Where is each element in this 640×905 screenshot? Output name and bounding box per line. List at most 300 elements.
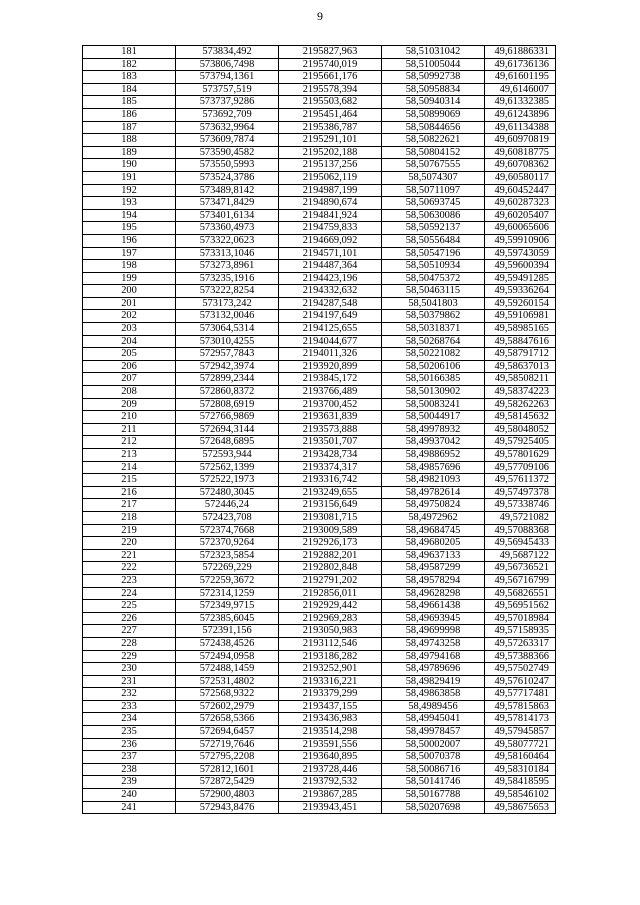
table-row [83,499,556,512]
longitude-cell: 49,58985165 [485,323,556,336]
x-coordinate-cell: 572900,4803 [176,789,279,802]
y-coordinate-cell: 2193867,285 [279,789,382,802]
latitude-cell: 58,50207698 [382,801,485,814]
table-row [83,713,556,726]
latitude-cell: 58,49684745 [382,524,485,537]
latitude-cell: 58,50083241 [382,398,485,411]
point-number-cell: 204 [83,335,176,348]
longitude-cell: 49,61134388 [485,121,556,134]
longitude-cell: 49,57611372 [485,474,556,487]
x-coordinate-cell: 572568,9322 [176,688,279,701]
table-row [83,108,556,121]
longitude-cell: 49,60818775 [485,146,556,159]
table-row [83,600,556,613]
latitude-cell: 58,50767555 [382,159,485,172]
y-coordinate-cell: 2193700,452 [279,398,382,411]
x-coordinate-cell: 573471,8429 [176,197,279,210]
x-coordinate-cell: 572385,6045 [176,612,279,625]
longitude-cell: 49,57158935 [485,625,556,638]
point-number-cell: 201 [83,297,176,310]
point-number-cell: 225 [83,600,176,613]
table-row [83,726,556,739]
longitude-cell: 49,61243896 [485,108,556,121]
latitude-cell: 58,49978932 [382,423,485,436]
table-row [83,537,556,550]
point-number-cell: 238 [83,763,176,776]
latitude-cell: 58,50693745 [382,197,485,210]
point-number-cell: 190 [83,159,176,172]
latitude-cell: 58,50167788 [382,789,485,802]
y-coordinate-cell: 2194890,674 [279,197,382,210]
point-number-cell: 199 [83,272,176,285]
point-number-cell: 191 [83,171,176,184]
table-row [83,738,556,751]
longitude-cell: 49,56945433 [485,537,556,550]
x-coordinate-cell: 572259,3672 [176,574,279,587]
y-coordinate-cell: 2193112,546 [279,637,382,650]
latitude-cell: 58,49661438 [382,600,485,613]
table-row [83,700,556,713]
x-coordinate-cell: 573273,8961 [176,260,279,273]
y-coordinate-cell: 2194487,364 [279,260,382,273]
latitude-cell: 58,50556484 [382,234,485,247]
x-coordinate-cell: 573834,492 [176,46,279,59]
table-row [83,562,556,575]
table-row [83,96,556,109]
table-row [83,789,556,802]
latitude-cell: 58,49743258 [382,637,485,650]
x-coordinate-cell: 572872,5429 [176,776,279,789]
y-coordinate-cell: 2193374,317 [279,461,382,474]
x-coordinate-cell: 572658,5366 [176,713,279,726]
table-row [83,58,556,71]
table-row [83,159,556,172]
y-coordinate-cell: 2194759,833 [279,222,382,235]
y-coordinate-cell: 2193428,734 [279,449,382,462]
y-coordinate-cell: 2194571,101 [279,247,382,260]
x-coordinate-cell: 573550,5993 [176,159,279,172]
point-number-cell: 185 [83,96,176,109]
latitude-cell: 58,51031042 [382,46,485,59]
x-coordinate-cell: 572446,24 [176,499,279,512]
y-coordinate-cell: 2193316,742 [279,474,382,487]
y-coordinate-cell: 2194011,326 [279,348,382,361]
point-number-cell: 233 [83,700,176,713]
latitude-cell: 58,50141746 [382,776,485,789]
longitude-cell: 49,57717481 [485,688,556,701]
table-row [83,234,556,247]
y-coordinate-cell: 2193943,451 [279,801,382,814]
x-coordinate-cell: 572899,2344 [176,373,279,386]
y-coordinate-cell: 2194044,677 [279,335,382,348]
longitude-cell: 49,58145632 [485,411,556,424]
coordinates-table-body [83,46,556,814]
table-row [83,46,556,59]
x-coordinate-cell: 572766,9869 [176,411,279,424]
y-coordinate-cell: 2193081,715 [279,511,382,524]
latitude-cell: 58,50379862 [382,310,485,323]
point-number-cell: 236 [83,738,176,751]
latitude-cell: 58,49863858 [382,688,485,701]
point-number-cell: 211 [83,423,176,436]
latitude-cell: 58,50463115 [382,285,485,298]
point-number-cell: 241 [83,801,176,814]
longitude-cell: 49,58048052 [485,423,556,436]
table-row [83,260,556,273]
y-coordinate-cell: 2194287,548 [279,297,382,310]
point-number-cell: 234 [83,713,176,726]
latitude-cell: 58,49829419 [382,675,485,688]
latitude-cell: 58,49937042 [382,436,485,449]
y-coordinate-cell: 2195202,188 [279,146,382,159]
x-coordinate-cell: 573737,9286 [176,96,279,109]
point-number-cell: 216 [83,486,176,499]
x-coordinate-cell: 572860,8372 [176,386,279,399]
point-number-cell: 188 [83,134,176,147]
y-coordinate-cell: 2192969,283 [279,612,382,625]
point-number-cell: 197 [83,247,176,260]
point-number-cell: 193 [83,197,176,210]
x-coordinate-cell: 572943,8476 [176,801,279,814]
table-row [83,587,556,600]
y-coordinate-cell: 2193591,556 [279,738,382,751]
point-number-cell: 239 [83,776,176,789]
point-number-cell: 228 [83,637,176,650]
longitude-cell: 49,56951562 [485,600,556,613]
y-coordinate-cell: 2195827,963 [279,46,382,59]
point-number-cell: 206 [83,360,176,373]
table-row [83,637,556,650]
longitude-cell: 49,56716799 [485,574,556,587]
latitude-cell: 58,50206106 [382,360,485,373]
table-row [83,348,556,361]
longitude-cell: 49,60708362 [485,159,556,172]
table-row [83,549,556,562]
longitude-cell: 49,57088368 [485,524,556,537]
point-number-cell: 186 [83,108,176,121]
x-coordinate-cell: 573235,1916 [176,272,279,285]
table-row [83,184,556,197]
longitude-cell: 49,56736521 [485,562,556,575]
longitude-cell: 49,58418595 [485,776,556,789]
latitude-cell: 58,50221082 [382,348,485,361]
x-coordinate-cell: 572942,3974 [176,360,279,373]
point-number-cell: 237 [83,751,176,764]
latitude-cell: 58,49750824 [382,499,485,512]
longitude-cell: 49,57925405 [485,436,556,449]
latitude-cell: 58,50086716 [382,763,485,776]
latitude-cell: 58,50002007 [382,738,485,751]
x-coordinate-cell: 573360,4973 [176,222,279,235]
y-coordinate-cell: 2193573,888 [279,423,382,436]
point-number-cell: 229 [83,650,176,663]
table-row [83,436,556,449]
point-number-cell: 200 [83,285,176,298]
latitude-cell: 58,51005044 [382,58,485,71]
page-number: 9 [317,9,323,23]
x-coordinate-cell: 572719,7646 [176,738,279,751]
longitude-cell: 49,58791712 [485,348,556,361]
latitude-cell: 58,4989456 [382,700,485,713]
x-coordinate-cell: 572531,4802 [176,675,279,688]
point-number-cell: 203 [83,323,176,336]
longitude-cell: 49,57814173 [485,713,556,726]
y-coordinate-cell: 2194987,199 [279,184,382,197]
point-number-cell: 232 [83,688,176,701]
x-coordinate-cell: 573489,8142 [176,184,279,197]
longitude-cell: 49,61736136 [485,58,556,71]
table-row [83,675,556,688]
point-number-cell: 217 [83,499,176,512]
y-coordinate-cell: 2193514,298 [279,726,382,739]
point-number-cell: 227 [83,625,176,638]
table-row [83,751,556,764]
table-row [83,310,556,323]
y-coordinate-cell: 2193252,901 [279,663,382,676]
latitude-cell: 58,49699998 [382,625,485,638]
y-coordinate-cell: 2193379,299 [279,688,382,701]
point-number-cell: 209 [83,398,176,411]
y-coordinate-cell: 2193436,983 [279,713,382,726]
y-coordinate-cell: 2195451,464 [279,108,382,121]
latitude-cell: 58,49886952 [382,449,485,462]
point-number-cell: 187 [83,121,176,134]
point-number-cell: 214 [83,461,176,474]
x-coordinate-cell: 573173,242 [176,297,279,310]
table-row [83,197,556,210]
table-row [83,360,556,373]
latitude-cell: 58,50475372 [382,272,485,285]
x-coordinate-cell: 572438,4526 [176,637,279,650]
longitude-cell: 49,60580117 [485,171,556,184]
point-number-cell: 213 [83,449,176,462]
y-coordinate-cell: 2194332,632 [279,285,382,298]
point-number-cell: 230 [83,663,176,676]
y-coordinate-cell: 2195291,101 [279,134,382,147]
point-number-cell: 218 [83,511,176,524]
latitude-cell: 58,49680205 [382,537,485,550]
table-row [83,650,556,663]
latitude-cell: 58,50070378 [382,751,485,764]
x-coordinate-cell: 573609,7874 [176,134,279,147]
table-row [83,134,556,147]
x-coordinate-cell: 573794,1361 [176,71,279,84]
point-number-cell: 205 [83,348,176,361]
longitude-cell: 49,58077721 [485,738,556,751]
table-row [83,524,556,537]
longitude-cell: 49,57338746 [485,499,556,512]
x-coordinate-cell: 572349,9715 [176,600,279,613]
longitude-cell: 49,60287323 [485,197,556,210]
longitude-cell: 49,57801629 [485,449,556,462]
latitude-cell: 58,49978457 [382,726,485,739]
x-coordinate-cell: 572269,229 [176,562,279,575]
table-row [83,146,556,159]
longitude-cell: 49,59910906 [485,234,556,247]
longitude-cell: 49,60065606 [485,222,556,235]
longitude-cell: 49,58637013 [485,360,556,373]
point-number-cell: 207 [83,373,176,386]
table-row [83,776,556,789]
longitude-cell: 49,60970819 [485,134,556,147]
x-coordinate-cell: 572593,944 [176,449,279,462]
x-coordinate-cell: 573322,0623 [176,234,279,247]
x-coordinate-cell: 572488,1459 [176,663,279,676]
latitude-cell: 58,50958834 [382,83,485,96]
latitude-cell: 58,49794168 [382,650,485,663]
y-coordinate-cell: 2193249,655 [279,486,382,499]
point-number-cell: 221 [83,549,176,562]
y-coordinate-cell: 2195740,019 [279,58,382,71]
latitude-cell: 58,50318371 [382,323,485,336]
latitude-cell: 58,49821093 [382,474,485,487]
x-coordinate-cell: 572391,156 [176,625,279,638]
point-number-cell: 183 [83,71,176,84]
x-coordinate-cell: 572957,7843 [176,348,279,361]
latitude-cell: 58,50044917 [382,411,485,424]
y-coordinate-cell: 2192929,442 [279,600,382,613]
longitude-cell: 49,61601195 [485,71,556,84]
point-number-cell: 212 [83,436,176,449]
longitude-cell: 49,58374223 [485,386,556,399]
point-number-cell: 182 [83,58,176,71]
longitude-cell: 49,56826551 [485,587,556,600]
latitude-cell: 58,50844656 [382,121,485,134]
table-row [83,574,556,587]
longitude-cell: 49,57388366 [485,650,556,663]
x-coordinate-cell: 572480,3045 [176,486,279,499]
point-number-cell: 192 [83,184,176,197]
y-coordinate-cell: 2193728,446 [279,763,382,776]
y-coordinate-cell: 2193316,221 [279,675,382,688]
y-coordinate-cell: 2193437,155 [279,700,382,713]
x-coordinate-cell: 572370,9264 [176,537,279,550]
point-number-cell: 224 [83,587,176,600]
table-row [83,663,556,676]
latitude-cell: 58,5041803 [382,297,485,310]
y-coordinate-cell: 2195062,119 [279,171,382,184]
point-number-cell: 222 [83,562,176,575]
x-coordinate-cell: 572694,6457 [176,726,279,739]
y-coordinate-cell: 2194669,092 [279,234,382,247]
y-coordinate-cell: 2193156,649 [279,499,382,512]
table-row [83,209,556,222]
table-row [83,171,556,184]
latitude-cell: 58,50268764 [382,335,485,348]
table-row [83,71,556,84]
y-coordinate-cell: 2195386,787 [279,121,382,134]
latitude-cell: 58,50592137 [382,222,485,235]
table-row [83,285,556,298]
x-coordinate-cell: 573757,519 [176,83,279,96]
x-coordinate-cell: 572812,1601 [176,763,279,776]
longitude-cell: 49,57497378 [485,486,556,499]
latitude-cell: 58,50510934 [382,260,485,273]
table-row [83,763,556,776]
coordinates-table [82,45,556,814]
table-row [83,373,556,386]
point-number-cell: 220 [83,537,176,550]
latitude-cell: 58,50804152 [382,146,485,159]
x-coordinate-cell: 573010,4255 [176,335,279,348]
longitude-cell: 49,58262263 [485,398,556,411]
latitude-cell: 58,50547196 [382,247,485,260]
x-coordinate-cell: 573806,7498 [176,58,279,71]
y-coordinate-cell: 2193631,839 [279,411,382,424]
longitude-cell: 49,5721082 [485,511,556,524]
table-row [83,801,556,814]
x-coordinate-cell: 572648,6895 [176,436,279,449]
table-row [83,222,556,235]
x-coordinate-cell: 573132,0046 [176,310,279,323]
y-coordinate-cell: 2193845,172 [279,373,382,386]
y-coordinate-cell: 2195137,256 [279,159,382,172]
x-coordinate-cell: 572795,2208 [176,751,279,764]
table-row [83,612,556,625]
table-row [83,272,556,285]
x-coordinate-cell: 572323,5854 [176,549,279,562]
longitude-cell: 49,59743059 [485,247,556,260]
longitude-cell: 49,59336264 [485,285,556,298]
y-coordinate-cell: 2194841,924 [279,209,382,222]
table-row [83,323,556,336]
y-coordinate-cell: 2193792,532 [279,776,382,789]
latitude-cell: 58,5074307 [382,171,485,184]
y-coordinate-cell: 2194197,649 [279,310,382,323]
x-coordinate-cell: 572602,2979 [176,700,279,713]
table-row [83,486,556,499]
y-coordinate-cell: 2192856,011 [279,587,382,600]
point-number-cell: 210 [83,411,176,424]
point-number-cell: 215 [83,474,176,487]
longitude-cell: 49,59491285 [485,272,556,285]
latitude-cell: 58,50130902 [382,386,485,399]
point-number-cell: 181 [83,46,176,59]
x-coordinate-cell: 572374,7668 [176,524,279,537]
x-coordinate-cell: 573313,1046 [176,247,279,260]
y-coordinate-cell: 2192926,173 [279,537,382,550]
longitude-cell: 49,5687122 [485,549,556,562]
point-number-cell: 208 [83,386,176,399]
latitude-cell: 58,49578294 [382,574,485,587]
longitude-cell: 49,58546102 [485,789,556,802]
longitude-cell: 49,58310184 [485,763,556,776]
latitude-cell: 58,50630086 [382,209,485,222]
point-number-cell: 240 [83,789,176,802]
y-coordinate-cell: 2193501,707 [279,436,382,449]
y-coordinate-cell: 2193766,489 [279,386,382,399]
y-coordinate-cell: 2195503,682 [279,96,382,109]
latitude-cell: 58,50899069 [382,108,485,121]
latitude-cell: 58,50822621 [382,134,485,147]
y-coordinate-cell: 2193920,899 [279,360,382,373]
table-row [83,474,556,487]
point-number-cell: 195 [83,222,176,235]
table-row [83,411,556,424]
table-row [83,449,556,462]
table-row [83,461,556,474]
longitude-cell: 49,58160464 [485,751,556,764]
longitude-cell: 49,57502749 [485,663,556,676]
latitude-cell: 58,49857696 [382,461,485,474]
longitude-cell: 49,57709106 [485,461,556,474]
latitude-cell: 58,4972962 [382,511,485,524]
longitude-cell: 49,58508211 [485,373,556,386]
latitude-cell: 58,49945041 [382,713,485,726]
y-coordinate-cell: 2193009,589 [279,524,382,537]
point-number-cell: 223 [83,574,176,587]
longitude-cell: 49,57945857 [485,726,556,739]
